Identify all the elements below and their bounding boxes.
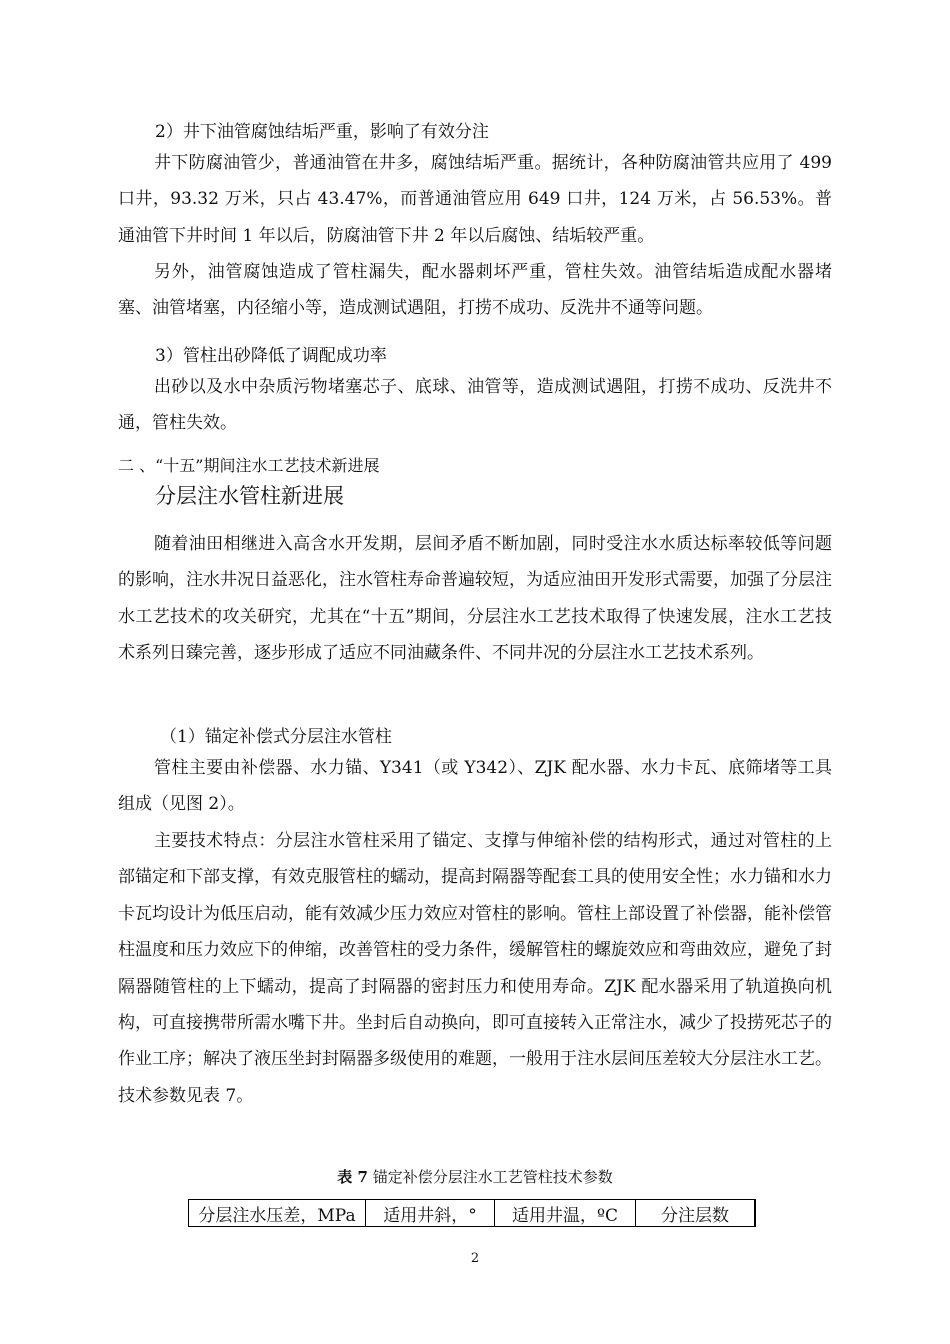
- table-caption-text: 锚定补偿分层注水工艺管柱技术参数: [372, 1168, 613, 1186]
- item3-heading: 3）管柱出砂降低了调配成功率: [155, 346, 387, 366]
- header-well-temperature: 适用井温，ºC: [495, 1200, 636, 1227]
- subsection-heading: 分层注水管柱新进展: [155, 484, 344, 508]
- item2-body-1: 井下防腐油管少，普通油管在井多，腐蚀结垢严重。据统计，各种防腐油管共应用了 499 口井，93.32 万米，只占 43.47%，而普通油管应用 649 口井，124 万米，占 56.53%。普通油管下井时间 1 年以后，防腐油管下井 2 年以后腐蚀、结垢较严重。: [118, 153, 832, 246]
- table-caption-label: 表 7: [337, 1168, 368, 1186]
- section-heading: 二 、“十五”期间注水工艺技术新进展: [118, 456, 380, 475]
- table-header-row: [189, 1200, 756, 1227]
- sub1-heading: （1）锚定补偿式分层注水管柱: [160, 727, 392, 747]
- sub1-body-2: 主要技术特点：分层注水管柱采用了锚定、支撑与伸缩补偿的结构形式，通过对管柱的上部锚定和下部支撑，有效克服管柱的蠕动，提高封隔器等配套工具的使用安全性；水力锚和水力卡瓦均设计为低压启动，能有效减少压力效应对管柱的影响。管柱上部设置了补偿器，能补偿管柱温度和压力效应下的伸缩，改善管柱的受力条件，缓解管柱的螺旋效应和弯曲效应，避免了封隔器随管柱的上下蠕动，提高了封隔器的密封压力和使用寿命。ZJK 配水器采用了轨道换向机构，可直接携带所需水嘴下井。坐封后自动换向，即可直接转入正常注水，减少了投捞死芯子的作业工序；解决了液压坐封封隔器多级使用的难题，一般用于注水层间压差较大分层注水工艺。技术参数见表 7。: [118, 831, 832, 1106]
- header-well-inclination: 适用井斜，°: [366, 1200, 495, 1227]
- item2-heading: 2）井下油管腐蚀结垢严重，影响了有效分注: [155, 122, 489, 142]
- item2-body-2: 另外，油管腐蚀造成了管柱漏失，配水器刺坏严重，管柱失效。油管结垢造成配水器堵塞、油管堵塞，内径缩小等，造成测试遇阻，打捞不成功、反洗井不通等问题。: [118, 262, 832, 319]
- sub1-body-1: 管柱主要由补偿器、水力锚、Y341（或 Y342）、ZJK 配水器、水力卡瓦、底筛堵等工具组成（见图 2）。: [118, 758, 832, 815]
- item3-body: 出砂以及水中杂质污物堵塞芯子、底球、油管等，造成测试遇阻，打捞不成功、反洗井不通，管柱失效。: [118, 377, 832, 434]
- intro-paragraph: 随着油田相继进入高含水开发期，层间矛盾不断加剧，同时受注水水质达标率较低等问题的影响，注水井况日益恶化，注水管柱寿命普遍较短，为适应油田开发形式需要，加强了分层注水工艺技术的攻关研究，尤其在“十五”期间，分层注水工艺技术取得了快速发展，注水工艺技术系列日臻完善，逐步形成了适应不同油藏条件、不同井况的分层注水工艺技术系列。: [118, 534, 832, 664]
- table-caption: [0, 1166, 950, 1187]
- page-number: 2: [470, 1251, 480, 1266]
- header-layer-count: 分注层数: [636, 1200, 756, 1227]
- technical-parameters-table: [188, 1199, 756, 1227]
- header-pressure-diff: 分层注水压差，MPa: [189, 1200, 366, 1227]
